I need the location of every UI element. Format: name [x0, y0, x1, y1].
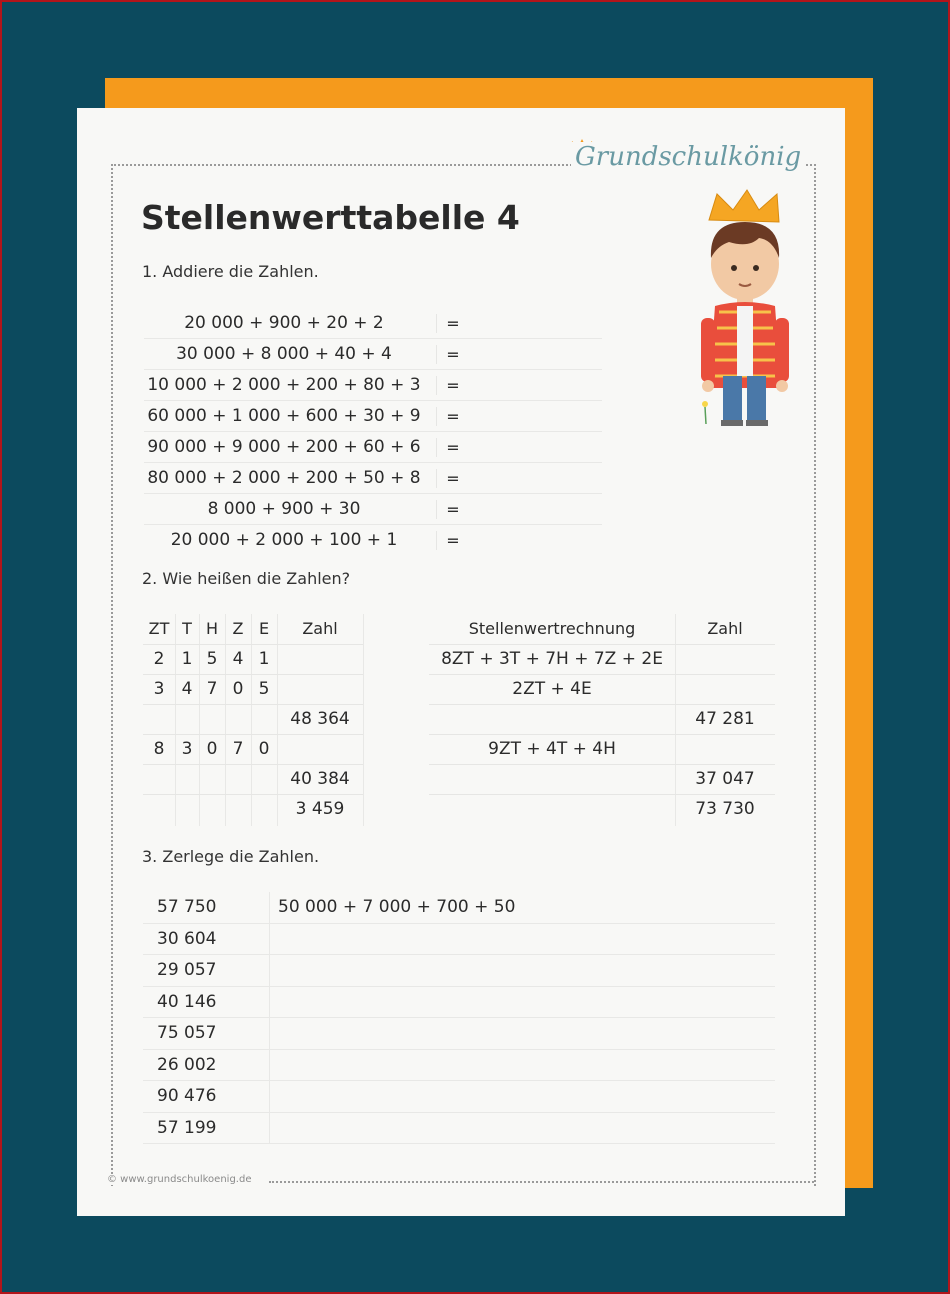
decomposition-answer[interactable]: [269, 1113, 775, 1144]
digit-cell[interactable]: [225, 764, 251, 794]
column-header: Stellenwertrechnung: [468, 619, 636, 638]
addition-table: [144, 308, 602, 555]
addition-expression: 8 000 + 900 + 30: [207, 499, 361, 519]
addition-expression: 80 000 + 2 000 + 200 + 50 + 8: [147, 468, 421, 488]
number-cell[interactable]: [675, 674, 775, 704]
column-header: Zahl: [707, 619, 743, 638]
digit-cell[interactable]: [175, 794, 199, 824]
column-header: Z: [232, 619, 244, 638]
row-divider: [429, 764, 775, 765]
table-row: [143, 987, 775, 1019]
number-to-decompose: 26 002: [157, 1054, 217, 1075]
digit-cell[interactable]: [175, 704, 199, 734]
digit-cell: 4: [232, 649, 244, 669]
digit-cell[interactable]: [143, 794, 175, 824]
worksheet-page: [77, 108, 845, 1216]
column-header: E: [258, 619, 270, 638]
addition-expression: 10 000 + 2 000 + 200 + 80 + 3: [147, 375, 421, 395]
row-divider: [143, 794, 363, 795]
table-header-row: [143, 614, 775, 644]
decomposition-answer[interactable]: 50 000 + 7 000 + 700 + 50: [269, 892, 775, 923]
digit-cell: 1: [181, 649, 193, 669]
digit-cell: 7: [232, 739, 244, 759]
digit-cell: 8: [153, 739, 165, 759]
digit-cell: 0: [232, 679, 244, 699]
row-divider: [143, 644, 363, 645]
addition-expression: 30 000 + 8 000 + 40 + 4: [176, 344, 392, 364]
number-cell: 73 730: [695, 799, 755, 819]
digit-cell[interactable]: [251, 704, 277, 734]
number-cell: 3 459: [295, 799, 345, 819]
brand-logo: Grundschulkönig: [571, 142, 805, 172]
place-value-expression: 8ZT + 3T + 7H + 7Z + 2E: [441, 649, 663, 669]
table-row: [144, 339, 602, 370]
number-cell[interactable]: [675, 734, 775, 764]
section-1-heading: 1. Addiere die Zahlen.: [142, 262, 319, 281]
row-divider: [429, 734, 775, 735]
table-row: [144, 494, 602, 525]
decomposition-answer[interactable]: [269, 924, 775, 955]
place-value-table: [143, 614, 775, 826]
addition-expression: 90 000 + 9 000 + 200 + 60 + 6: [147, 437, 421, 457]
equals-sign: =: [436, 314, 465, 333]
table-row: [143, 1113, 775, 1145]
addition-expression: 60 000 + 1 000 + 600 + 30 + 9: [147, 406, 421, 426]
digit-cell[interactable]: [251, 794, 277, 824]
table-row: [143, 1050, 775, 1082]
decomposition-answer[interactable]: [269, 1050, 775, 1081]
digit-cell[interactable]: [199, 794, 225, 824]
number-cell[interactable]: [277, 674, 363, 704]
table-row: [143, 704, 775, 734]
number-to-decompose: 40 146: [157, 991, 217, 1012]
row-divider: [143, 704, 363, 705]
digit-cell: 5: [258, 679, 270, 699]
column-header: T: [182, 619, 192, 638]
digit-cell: 1: [258, 649, 270, 669]
table-row: [143, 955, 775, 987]
table-row: [144, 525, 602, 555]
column-header: ZT: [148, 619, 170, 638]
row-divider: [429, 644, 775, 645]
digit-cell: 4: [181, 679, 193, 699]
digit-cell[interactable]: [199, 704, 225, 734]
digit-cell[interactable]: [143, 764, 175, 794]
number-cell: 40 384: [290, 769, 350, 789]
decomposition-answer[interactable]: [269, 1081, 775, 1112]
table-row: [143, 924, 775, 956]
digit-cell[interactable]: [225, 794, 251, 824]
table-row: [144, 463, 602, 494]
digit-cell: 3: [153, 679, 165, 699]
equals-sign: =: [436, 407, 465, 426]
table-row: [144, 370, 602, 401]
column-header: H: [205, 619, 219, 638]
digit-cell: 3: [181, 739, 193, 759]
table-row: [143, 1081, 775, 1113]
addition-expression: 20 000 + 900 + 20 + 2: [184, 313, 384, 333]
place-value-expression[interactable]: [429, 764, 675, 794]
table-row: [144, 401, 602, 432]
digit-cell: 5: [206, 649, 218, 669]
table-row: [144, 432, 602, 463]
digit-cell: 2: [153, 649, 165, 669]
number-to-decompose: 57 750: [157, 897, 217, 918]
place-value-expression: 2ZT + 4E: [512, 679, 592, 699]
place-value-expression: 9ZT + 4T + 4H: [488, 739, 616, 759]
dotted-border-bottom: [269, 1181, 814, 1183]
digit-cell[interactable]: [175, 764, 199, 794]
section-2-heading: 2. Wie heißen die Zahlen?: [142, 569, 351, 588]
addition-expression: 20 000 + 2 000 + 100 + 1: [170, 530, 398, 550]
table-row: [143, 644, 775, 674]
row-divider: [143, 674, 363, 675]
row-divider: [429, 674, 775, 675]
digit-cell: 0: [258, 739, 270, 759]
digit-cell[interactable]: [225, 704, 251, 734]
equals-sign: =: [436, 438, 465, 457]
number-to-decompose: 90 476: [157, 1086, 217, 1107]
table-row: [144, 308, 602, 339]
number-cell[interactable]: [675, 644, 775, 674]
digit-cell[interactable]: [199, 764, 225, 794]
number-cell: 37 047: [695, 769, 755, 789]
digit-cell: 0: [206, 739, 218, 759]
row-divider: [143, 764, 363, 765]
number-cell[interactable]: [277, 734, 363, 764]
decomposition-table: [143, 892, 775, 1144]
number-to-decompose: 57 199: [157, 1117, 217, 1138]
section-3-heading: 3. Zerlege die Zahlen.: [142, 847, 320, 866]
number-to-decompose: 75 057: [157, 1023, 217, 1044]
number-to-decompose: 29 057: [157, 960, 217, 981]
digit-cell[interactable]: [251, 764, 277, 794]
equals-sign: =: [436, 345, 465, 364]
table-row: [143, 674, 775, 704]
equals-sign: =: [436, 531, 465, 550]
decomposition-answer[interactable]: [269, 987, 775, 1018]
footer-copyright: © www.grundschulkoenig.de: [107, 1174, 257, 1185]
equals-sign: =: [436, 469, 465, 488]
digit-cell: 7: [206, 679, 218, 699]
table-row: [143, 734, 775, 764]
place-value-expression[interactable]: [429, 794, 675, 824]
number-to-decompose: 30 604: [157, 928, 217, 949]
page-title: Stellenwerttabelle 4: [141, 198, 520, 237]
equals-sign: =: [436, 500, 465, 519]
table-row: [143, 764, 775, 794]
place-value-expression[interactable]: [429, 704, 675, 734]
row-divider: [429, 704, 775, 705]
digit-cell[interactable]: [143, 704, 175, 734]
number-cell: 48 364: [290, 709, 350, 729]
column-header: Zahl: [302, 619, 338, 638]
table-row: [143, 1018, 775, 1050]
equals-sign: =: [436, 376, 465, 395]
table-row: [143, 892, 775, 924]
row-divider: [429, 794, 775, 795]
table-row: [143, 794, 775, 824]
number-cell: 47 281: [695, 709, 755, 729]
row-divider: [143, 734, 363, 735]
decomposition-answer[interactable]: [269, 1018, 775, 1049]
decomposition-answer[interactable]: [269, 955, 775, 986]
number-cell[interactable]: [277, 644, 363, 674]
boy-with-crown-illustration: [689, 188, 799, 428]
